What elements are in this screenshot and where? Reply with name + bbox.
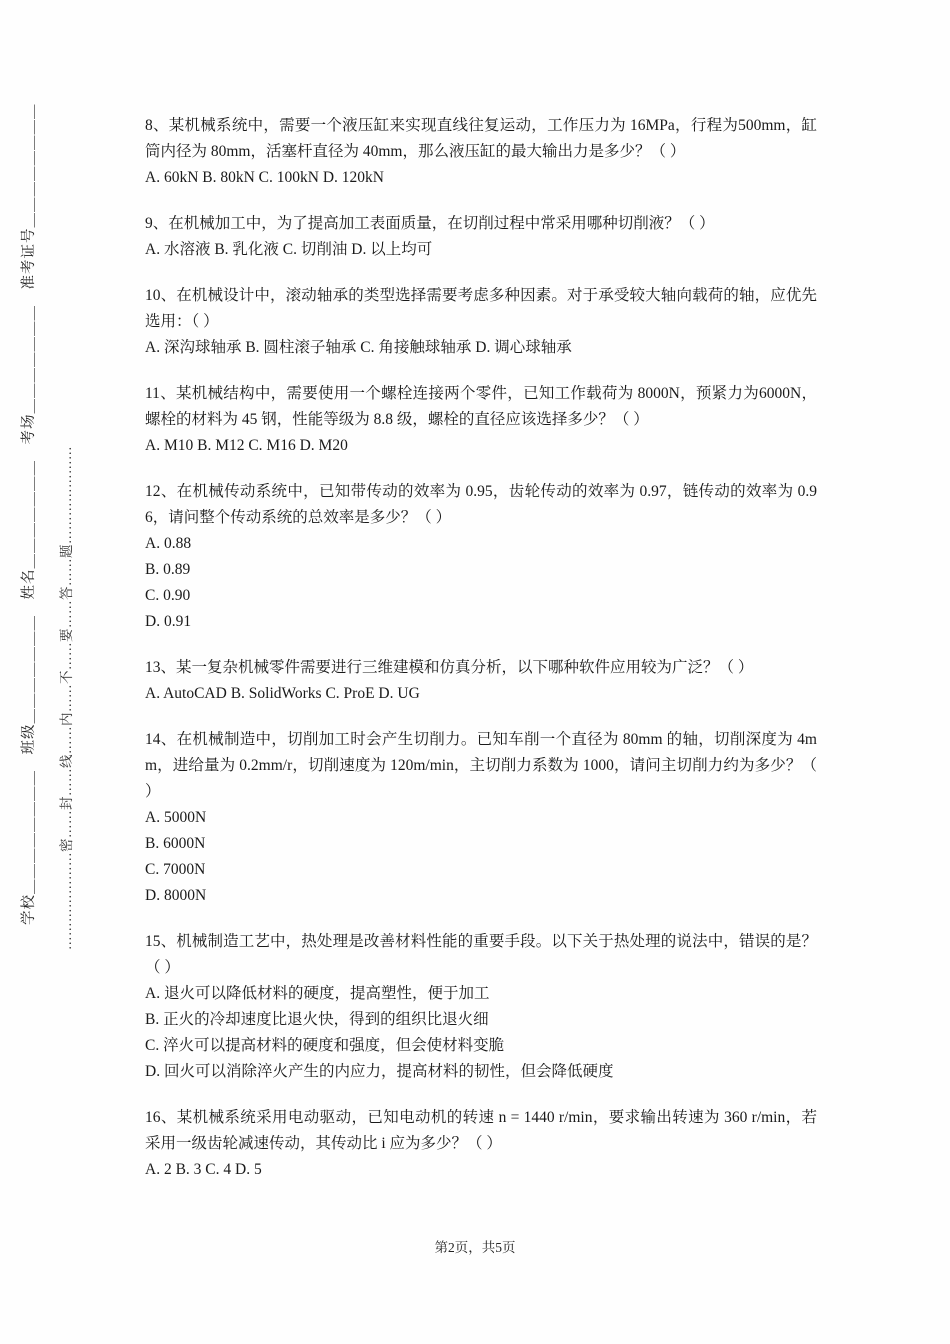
question-option: D. 8000N [145, 887, 207, 904]
question-text: 10、在机械设计中，滚动轴承的类型选择需要考虑多种因素。对于承受较大轴向载荷的轴，应优先选用：（ ） [145, 287, 817, 330]
question-option: D. 回火可以消除淬火产生的内应力，提高材料的韧性，但会降低硬度 [145, 1063, 614, 1080]
question-14 [145, 727, 817, 909]
question-option: C. 7000N [145, 861, 206, 878]
question-16 [145, 1105, 817, 1183]
question-option: C. 0.90 [145, 587, 191, 604]
question-option: B. 0.89 [145, 561, 191, 578]
question-option: A. AutoCAD B. SolidWorks C. ProE D. UG [145, 685, 420, 702]
question-option: B. 6000N [145, 835, 206, 852]
question-text: 14、在机械制造中，切削加工时会产生切削力。已知车削一个直径为 80mm 的轴，切削深度为 4mm，进给量为 0.2mm/r，切削速度为 120m/min，主切削力系数为 1000，请问主切削力约为多少？（ ） [145, 731, 817, 800]
question-option: B. 正火的冷却速度比退火快，得到的组织比退火细 [145, 1011, 489, 1028]
question-option: C. 淬火可以提高材料的硬度和强度，但会使材料变脆 [145, 1037, 505, 1054]
question-option: A. 退火可以降低材料的硬度，提高塑性，便于加工 [145, 985, 490, 1002]
question-text: 12、在机械传动系统中，已知带传动的效率为 0.95，齿轮传动的效率为 0.97，链传动的效率为 0.96，请问整个传动系统的总效率是多少？（ ） [145, 483, 817, 526]
question-text: 9、在机械加工中，为了提高加工表面质量，在切削过程中常采用哪种切削液？（ ） [145, 215, 715, 232]
question-text: 13、某一复杂机械零件需要进行三维建模和仿真分析，以下哪种软件应用较为广泛？（ ） [145, 659, 754, 676]
question-text: 15、机械制造工艺中，热处理是改善材料性能的重要手段。以下关于热处理的说法中，错误的是？（ ） [145, 933, 817, 976]
question-9 [145, 211, 817, 263]
question-text: 16、某机械系统采用电动驱动，已知电动机的转速 n = 1440 r/min，要求输出转速为 360 r/min，若采用一级齿轮减速传动，其传动比 i 应为多少？（ ） [145, 1109, 817, 1152]
question-12 [145, 479, 817, 635]
question-option: A. 2 B. 3 C. 4 D. 5 [145, 1161, 262, 1178]
questions-area [145, 113, 817, 1203]
question-8 [145, 113, 817, 191]
question-option: A. 0.88 [145, 535, 192, 552]
page-footer: 第2页，共5页 [434, 1240, 516, 1255]
question-option: A. 水溶液 B. 乳化液 C. 切削油 D. 以上均可 [145, 241, 433, 258]
question-option: A. 深沟球轴承 B. 圆柱滚子轴承 C. 角接触球轴承 D. 调心球轴承 [145, 339, 572, 356]
question-11 [145, 381, 817, 459]
question-option: D. 0.91 [145, 613, 192, 630]
question-13 [145, 655, 817, 707]
student-info-fields: 学校＿＿＿＿＿＿＿＿ 班级＿＿＿＿＿＿＿ 姓名＿＿＿＿＿＿＿ 考场＿＿＿＿＿＿＿ 准考证号＿＿＿＿＿＿＿＿ [21, 103, 37, 925]
seal-line: …………………密……封……线……内……不……要……答……题………………… [59, 446, 74, 950]
question-text: 11、某机械结构中，需要使用一个螺栓连接两个零件，已知工作载荷为 8000N，预紧力为6000N，螺栓的材料为 45 钢，性能等级为 8.8 级，螺栓的直径应该选择多少？（ ） [145, 385, 817, 428]
question-10 [145, 283, 817, 361]
question-option: A. 5000N [145, 809, 207, 826]
question-option: A. 60kN B. 80kN C. 100kN D. 120kN [145, 169, 384, 186]
question-text: 8、某机械系统中，需要一个液压缸来实现直线往复运动，工作压力为 16MPa，行程为500mm，缸筒内径为 80mm，活塞杆直径为 40mm，那么液压缸的最大输出力是多少？（ ） [145, 117, 817, 160]
question-option: A. M10 B. M12 C. M16 D. M20 [145, 437, 348, 454]
question-15 [145, 929, 817, 1085]
